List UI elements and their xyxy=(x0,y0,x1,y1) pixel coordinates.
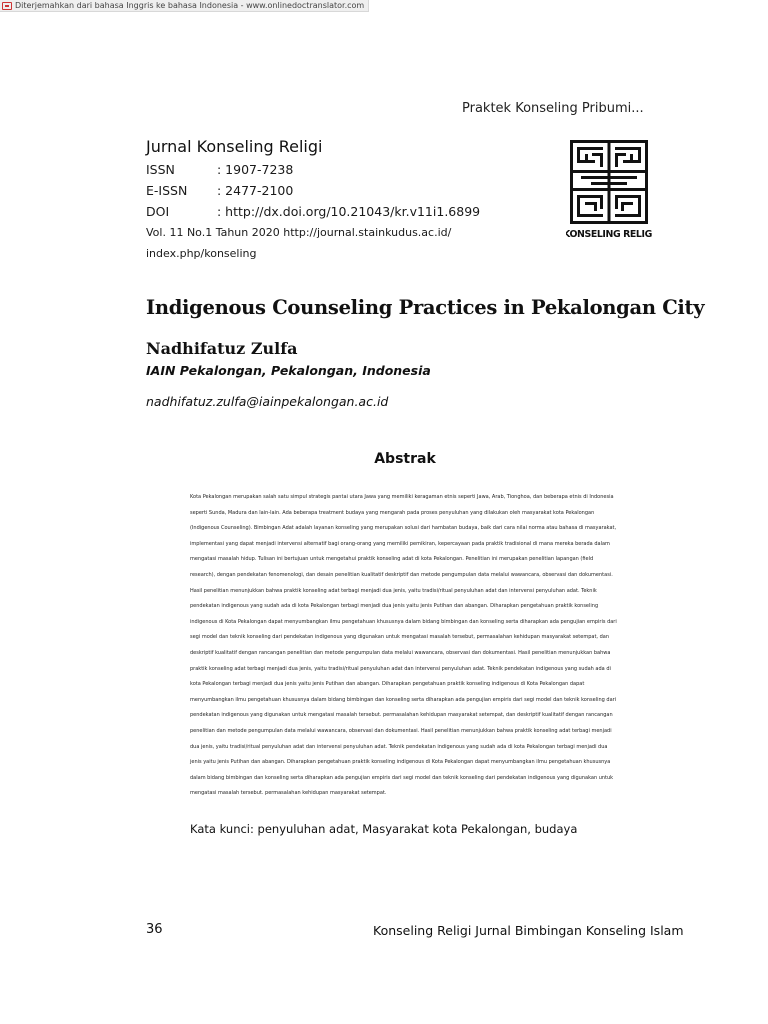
author-affiliation: IAIN Pekalongan, Pekalongan, Indonesia xyxy=(146,363,431,378)
journal-url-line: index.php/konseling xyxy=(146,247,257,260)
konseling-religi-kufic-logo xyxy=(566,140,652,240)
eissn-label: E-ISSN xyxy=(146,183,188,198)
keywords: Kata kunci: penyuluhan adat, Masyarakat kota Pekalongan, budaya xyxy=(190,822,578,836)
doi-label: DOI xyxy=(146,204,170,219)
logo-text: KONSELING RELIGI xyxy=(566,229,652,240)
journal-name: Jurnal Konseling Religi xyxy=(146,137,323,156)
footer-journal-name: Konseling Religi Jurnal Bimbingan Konseling Islam xyxy=(373,923,684,938)
doi-row xyxy=(146,201,480,222)
issn-value: : 1907-7238 xyxy=(217,162,294,177)
author-email[interactable]: nadhifatuz.zulfa@iainpekalongan.ac.id xyxy=(146,394,389,409)
document-translate-icon xyxy=(2,2,12,10)
eissn-row xyxy=(146,180,480,201)
eissn-value: : 2477-2100 xyxy=(217,183,294,198)
translator-banner-text[interactable]: Diterjemahkan dari bahasa Inggris ke bahasa Indonesia - www.onlinedoctranslator.com xyxy=(15,1,365,10)
issn-label: ISSN xyxy=(146,162,175,177)
abstract-heading: Abstrak xyxy=(374,451,436,467)
translator-banner[interactable] xyxy=(0,0,369,12)
article-title: Indigenous Counseling Practices in Pekalongan City xyxy=(146,296,705,319)
abstract-body: Kota Pekalongan merupakan salah satu simpul strategis pantai utara Jawa yang memiliki keragaman etnis seperti Jawa, Arab, Tionghoa, dan beberapa etnis di Indonesia seperti Sunda, Madura dan lain-lain. Ada beberapa treatment budaya yang mengarah pada proses penyuluhan yang dilakukan oleh masyarakat kota Pekalongan (Indigenous Counseling). Bimbingan Adat adalah layanan konseling yang merupakan solusi dari hambatan budaya, baik dari cara nilai norma atau bahasa di masyarakat, implementasi yang dapat menjadi intervensi alternatif bagi orang-orang yang memiliki pemikiran, kepercayaan pada praktik tradisional di mana mereka berada dalam mengatasi masalah hidup. Tulisan ini bertujuan untuk mengetahui praktik konseling adat di kota Pekalongan. Penelitian ini merupakan penelitian lapangan (field research), dengan pendekatan fenomenologi, dan desain penelitian kualitatif deskriptif dan metode pengumpulan data melalui wawancara, observasi dan dokumentasi. Hasil penelitian menunjukkan bahwa praktik konseling adat terbagi menjadi dua jenis, yaitu tradisi/ritual penyuluhan adat dan intervensi penyuluhan adat. Teknik pendekatan indigenous yang sudah ada di kota Pekalongan terbagi menjadi dua jenis yaitu jenis Putihan dan abangan. Diharapkan pengetahuan praktik konseling indigenous di Kota Pekalongan dapat menyumbangkan ilmu pengetahuan khususnya dalam bidang bimbingan dan konseling serta diharapkan ada pengujian empiris dari segi model dan teknik konseling dari pendekatan indigenous yang digunakan untuk mengatasi masalah tersebut, permasalahan kehidupan masyarakat setempat, dan deskriptif kualitatif dengan rancangan penelitian dan metode pengumpulan data melalui wawancara, observasi dan dokumentasi. Hasil penelitian menunjukkan bahwa praktik konseling adat terbagi menjadi dua jenis, yaitu tradisi/ritual penyuluhan adat dan intervensi penyuluhan adat. Teknik pendekatan indigenous yang sudah ada di kota Pekalongan terbagi menjadi dua jenis yaitu jenis Putihan dan abangan. Diharapkan pengetahuan praktik konseling indigenous di Kota Pekalongan dapat menyumbangkan ilmu pengetahuan khususnya dalam bidang bimbingan dan konseling serta diharapkan ada pengujian empiris dari segi model dan teknik konseling dari pendekatan indigenous yang digunakan untuk mengatasi masalah tersebut. permasalahan kehidupan masyarakat setempat, dan deskriptif kualitatif dengan rancangan penelitian dan metode pengumpulan data melalui wawancara, observasi dan dokumentasi. Hasil penelitian menunjukkan bahwa praktik konseling adat terbagi menjadi dua jenis, yaitu tradisi/ritual penyuluhan adat dan intervensi penyuluhan adat. Teknik pendekatan indigenous yang sudah ada di kota Pekalongan terbagi menjadi dua jenis yaitu jenis Putihan dan abangan. Diharapkan pengetahuan praktik konseling indigenous di Kota Pekalongan dapat menyumbangkan ilmu pengetahuan khususnya dalam bidang bimbingan dan konseling serta diharapkan ada pengujian empiris dari segi model dan teknik konseling dari pendekatan indigenous yang digunakan untuk mengatasi masalah tersebut. permasalahan kehidupan masyarakat setempat. xyxy=(190,494,617,797)
page-number: 36 xyxy=(146,922,163,937)
author-name: Nadhifatuz Zulfa xyxy=(146,339,298,358)
konseling-religi-logo xyxy=(566,140,652,240)
volume-line: Vol. 11 No.1 Tahun 2020 http://journal.stainkudus.ac.id/ xyxy=(146,226,452,239)
doi-link[interactable]: : http://dx.doi.org/10.21043/kr.v11i1.6899 xyxy=(217,204,481,219)
running-head: Praktek Konseling Pribumi... xyxy=(462,101,644,116)
issn-row xyxy=(146,159,480,180)
journal-info xyxy=(146,137,480,264)
